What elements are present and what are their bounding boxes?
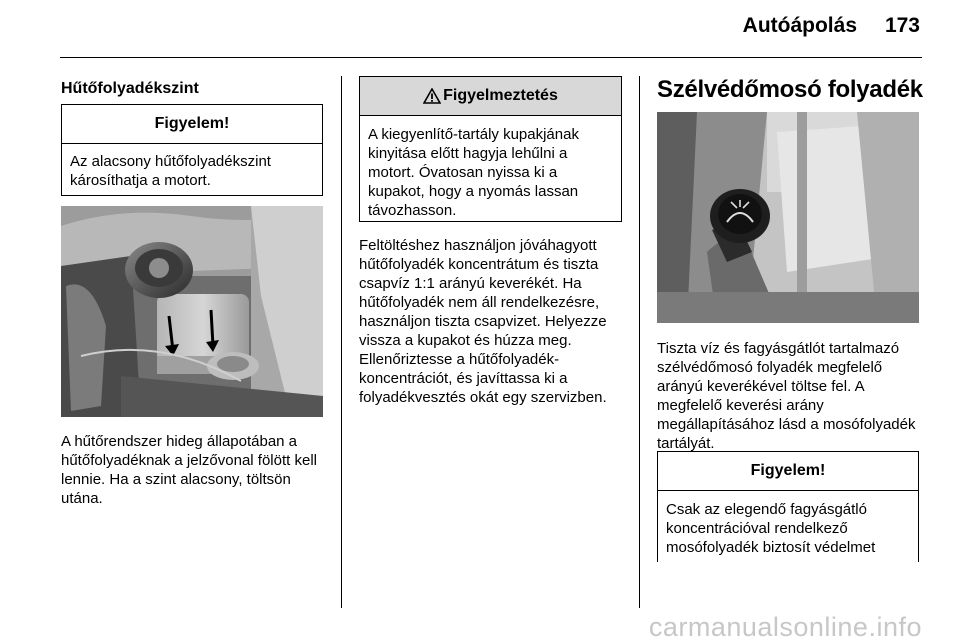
notice-title: Figyelem!: [62, 105, 322, 144]
warning-title: Figyelmeztetés: [443, 87, 558, 104]
coolant-paragraph: A hűtőrendszer hideg állapotában a hűtőfolyadéknak a jelzővonal fölött kell lennie. Ha a szint alacsony, töltsön utána.: [61, 433, 317, 507]
page-header: [0, 0, 960, 52]
washer-paragraph: Tiszta víz és fagyásgátlót tartalmazó szélvédőmosó folyadék megfelelő arányú keverékével töltse fel. A megfelelő keverési arány megállapításához lásd a mosófolyadék tartályát.: [657, 340, 916, 452]
page-number: 173: [884, 14, 920, 37]
warning-text: A kiegyenlítő-tartály kupakjának kinyitása előtt hagyja lehűlni a motort. Óvatosan nyissa ki a kupakot, hogy a nyomás lassan távozhasson.: [368, 126, 579, 219]
warning-header: [360, 77, 621, 116]
coolant-heading: Hűtőfolyadékszint: [61, 80, 199, 97]
watermark: carmanualsonline.info: [648, 612, 922, 642]
column-divider-2: [639, 76, 640, 608]
notice-text: Az alacsony hűtőfolyadékszint károsíthatja a motort.: [70, 153, 271, 189]
warning-triangle-icon: [423, 88, 441, 104]
washer-reservoir-illustration: [657, 112, 919, 323]
washer-notice-box: [657, 451, 919, 562]
washer-fluid-heading: Szélvédőmosó folyadék: [657, 76, 923, 103]
header-rule: [60, 57, 922, 58]
column-divider-1: [341, 76, 342, 608]
washer-notice-title: Figyelem!: [658, 452, 918, 491]
washer-fluid-photo: [657, 112, 919, 323]
section-title: Autóápolás: [742, 14, 857, 37]
engine-bay-illustration: [61, 206, 323, 417]
refill-paragraph: Feltöltéshez használjon jóváhagyott hűtőfolyadék koncentrátum és tiszta csapvíz 1:1 arányú keverékét. Ha hűtőfolyadék nem áll rendelkezésre, használjon tiszta csapvizet. Helyezze vissza a kupakot és húzza meg. Ellenőriztesse a hűtőfolyadék-koncentrációt, és javíttassa ki a folyadékvesztés okát egy szervizben.: [359, 237, 607, 406]
coolant-reservoir-photo: [61, 206, 323, 417]
coolant-notice-box: [61, 104, 323, 196]
washer-notice-text: Csak az elegendő fagyásgátló koncentrációval rendelkező mosófolyadék biztosít védelmet: [666, 501, 876, 556]
warning-box: [359, 76, 622, 222]
